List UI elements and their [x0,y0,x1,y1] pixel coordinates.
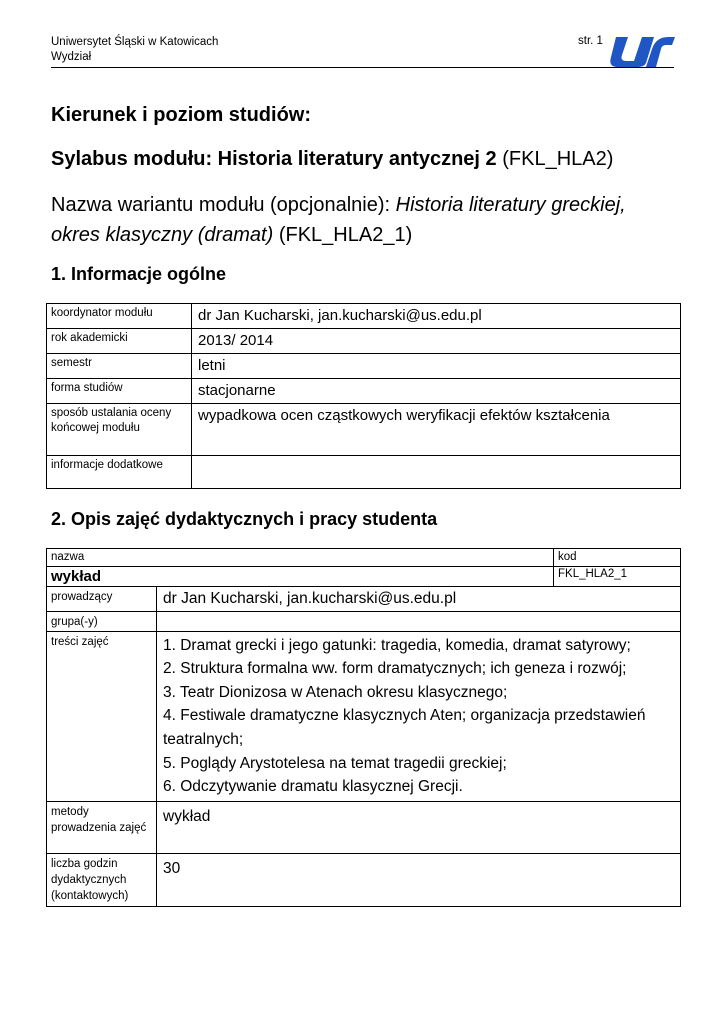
general-info-table [46,303,681,489]
row-value: dr Jan Kucharski, jan.kucharski@us.edu.pl [192,304,681,329]
list-item: 4. Festiwale dramatyczne klasycznych Aten; organizacja przedstawień teatralnych; [163,707,646,748]
list-item: 6. Odczytywanie dramatu klasycznej Grecji. [163,778,463,796]
row-value: 2013/ 2014 [192,329,681,354]
variant-heading [51,190,651,250]
faculty-name: Wydział [51,51,92,63]
table-row [47,587,681,612]
class-code: FKL_HLA2_1 [554,567,681,587]
list-item: 2. Struktura formalna ww. form dramatycznych; ich geneza i rozwój; [163,660,627,678]
row-value: dr Jan Kucharski, jan.kucharski@us.edu.pl [157,587,681,612]
list-item: 1. Dramat grecki i jego gatunki: tragedia, komedia, dramat satyrowy; [163,636,631,654]
table-row [47,567,681,587]
table-row [47,611,681,631]
row-label: informacje dodatkowe [47,456,192,489]
study-level-heading: Kierunek i poziom studiów: [51,104,312,126]
row-label: forma studiów [47,379,192,404]
class-name: wykład [47,567,554,587]
table-row [47,456,681,489]
variant-label: Nazwa wariantu modułu (opcjonalnie): [51,194,391,216]
table-row [47,379,681,404]
syllabus-title: Sylabus modułu: Historia literatury antycznej 2 [51,148,497,170]
row-value [192,456,681,489]
section-general-heading: 1. Informacje ogólne [51,264,227,284]
row-label: rok akademicki [47,329,192,354]
classes-table [46,548,681,907]
table-row [47,329,681,354]
table-row [47,549,681,567]
row-label: koordynator modułu [47,304,192,329]
list-item: 3. Teatr Dionizosa w Atenach okresu klasycznego; [163,683,508,701]
name-header: nazwa [47,549,554,567]
page-number: str. 1 [578,35,603,47]
code-header: kod [554,549,681,567]
syllabus-heading [51,148,613,171]
table-row [47,304,681,329]
variant-name: Historia literatury greckiej, okres klasyczny (dramat) [51,194,626,246]
section-classes-heading: 2. Opis zajęć dydaktycznych i pracy studenta [51,509,438,529]
list-item: 5. Poglądy Arystotelesa na temat tragedii greckiej; [163,754,507,772]
row-label: grupa(-y) [47,611,157,631]
table-row [47,631,681,801]
table-row [47,801,681,853]
university-logo-icon [606,33,676,69]
row-label: sposób ustalania oceny końcowej modułu [47,404,192,456]
variant-code: (FKL_HLA2_1) [278,224,413,246]
row-value: stacjonarne [192,379,681,404]
row-label: liczba godzin dydaktycznych (kontaktowych) [47,853,157,906]
row-label: treści zajęć [47,631,157,801]
row-value: wykład [157,801,681,853]
header-divider [51,67,674,68]
row-value: letni [192,354,681,379]
row-label: prowadzący [47,587,157,612]
table-row [47,404,681,456]
row-value [157,611,681,631]
row-label: metody prowadzenia zajęć [47,801,157,853]
syllabus-code: (FKL_HLA2) [502,148,614,170]
row-value: 30 [157,853,681,906]
row-value: wypadkowa ocen cząstkowych weryfikacji efektów kształcenia [192,404,681,456]
university-name: Uniwersytet Śląski w Katowicach [51,36,219,48]
table-row [47,354,681,379]
table-row [47,853,681,906]
class-content [157,631,681,801]
row-label: semestr [47,354,192,379]
page-header [51,35,218,65]
